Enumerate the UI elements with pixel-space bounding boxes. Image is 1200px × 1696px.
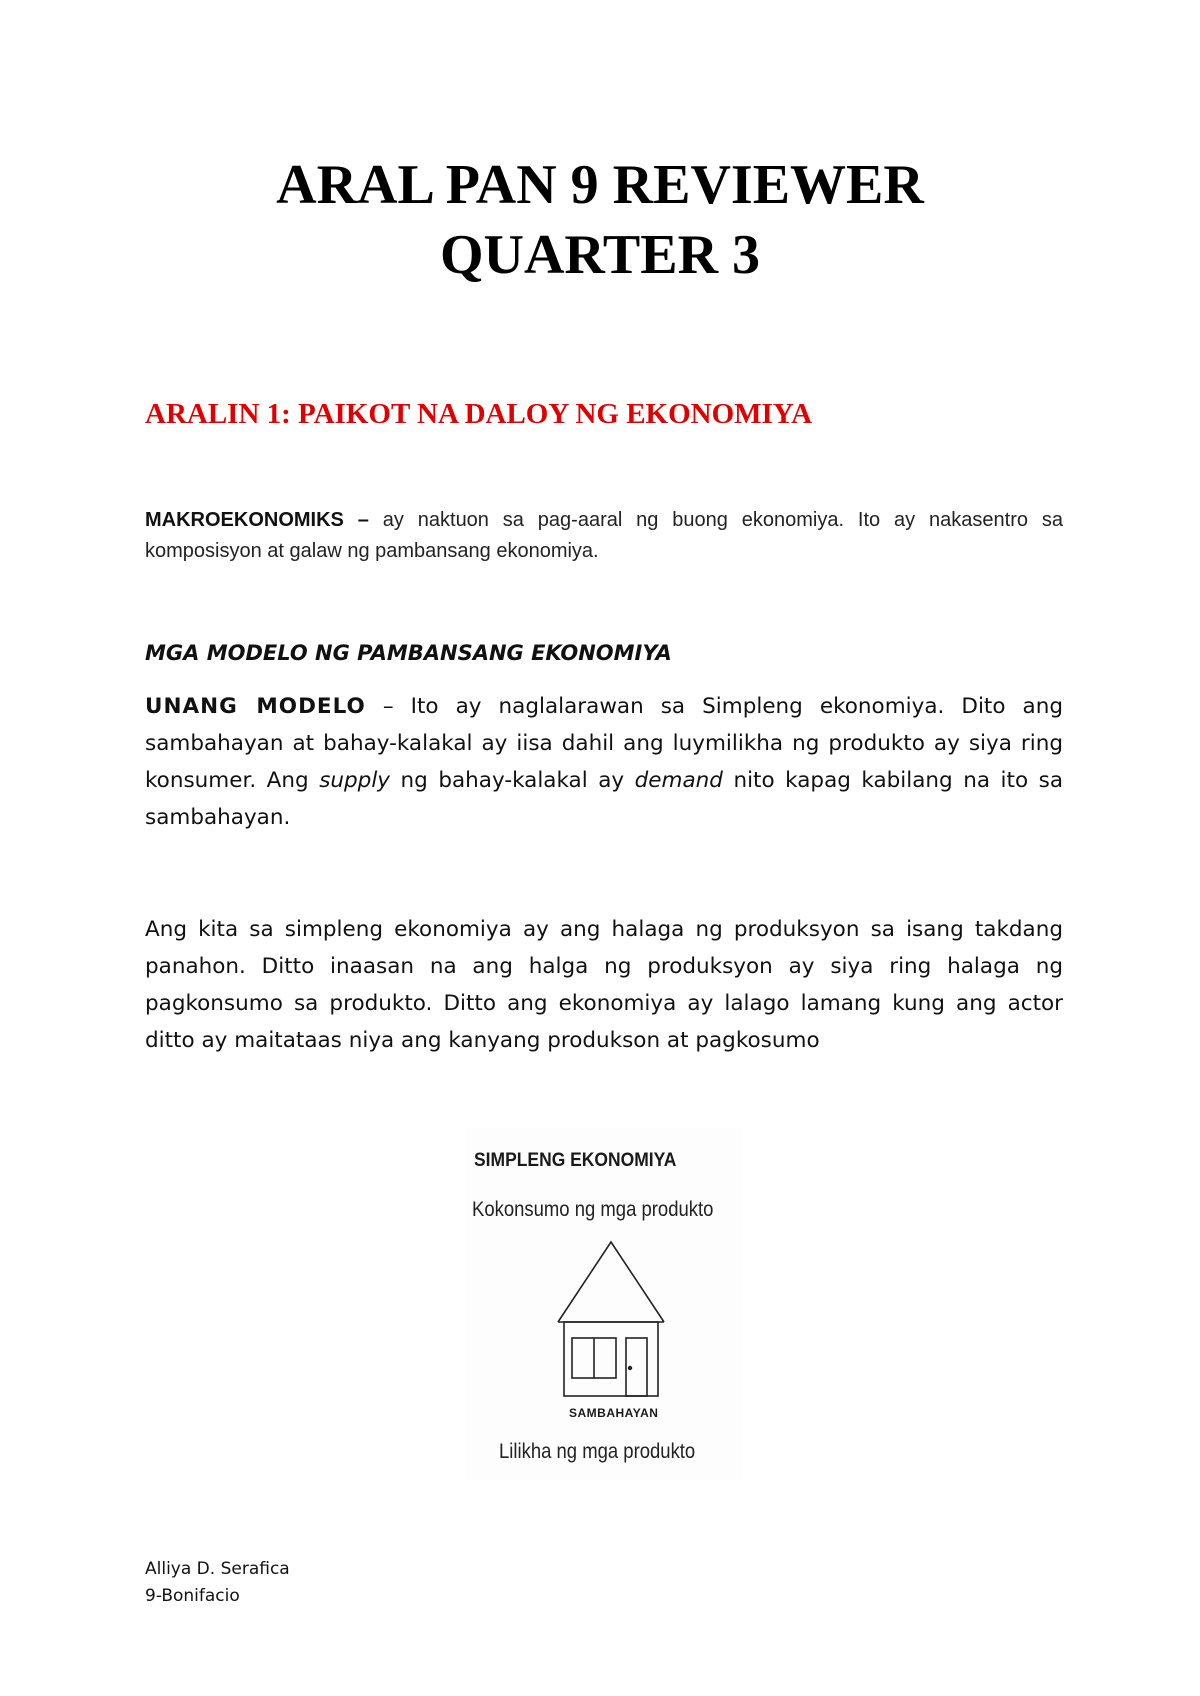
figure-bottom-label: Lilikha ng mga produkto [499, 1440, 696, 1463]
figure-top-label: Kokonsumo ng mga produkto [472, 1198, 714, 1221]
first-model-text-a: – Ito ay naglalarawan sa Simpleng ekonomiya. Dito ang sambahayan at bahay-kalakal ay iisa dahil ang luymilikha ng produkto ay siya ring konsumer. Ang [145, 694, 1063, 793]
lesson-heading: ARALIN 1: PAIKOT NA DALOY NG EKONOMIYA [145, 398, 813, 430]
definition-term: MAKROEKONOMIKS – [145, 509, 369, 531]
first-model-text-b: ng bahay-kalakal ay [390, 768, 635, 793]
title-line-1: ARAL PAN 9 REVIEWER [276, 154, 924, 216]
models-heading: MGA MODELO NG PAMBANSANG EKONOMIYA [145, 641, 672, 665]
first-model-paragraph [145, 688, 1063, 836]
author-section: 9-Bonifacio [145, 1586, 240, 1606]
definition-text: ay naktuon sa pag-aaral ng buong ekonomiya. Ito ay nakasentro sa komposisyon at galaw ng pambansang ekonomiya. [145, 509, 1063, 562]
demand-word: demand [634, 768, 723, 793]
document-title [0, 150, 1200, 290]
author-footer [145, 1556, 290, 1610]
figure-title: SIMPLENG EKONOMIYA [474, 1150, 677, 1171]
supply-word: supply [319, 768, 391, 793]
first-model-term: UNANG MODELO [145, 694, 366, 719]
income-paragraph: Ang kita sa simpleng ekonomiya ay ang halaga ng produksyon sa isang takdang panahon. Ditto inaasan na ang halga ng produksyon ay siya ring halaga ng pagkonsumo sa produkto. Ditto ang ekonomiya ay lalago lamang kung ang actor ditto ay maitataas niya ang kanyang produkson at pagkosumo [145, 917, 1063, 1053]
house-icon [556, 1240, 666, 1402]
author-name: Alliya D. Serafica [145, 1559, 290, 1579]
title-line-2: QUARTER 3 [439, 224, 761, 286]
simple-economy-figure [466, 1128, 742, 1480]
figure-house-label: SAMBAHAYAN [569, 1406, 659, 1420]
definition-paragraph [145, 505, 1063, 567]
first-model-text-c: nito kapag kabilang na ito sa sambahayan. [145, 768, 1064, 830]
